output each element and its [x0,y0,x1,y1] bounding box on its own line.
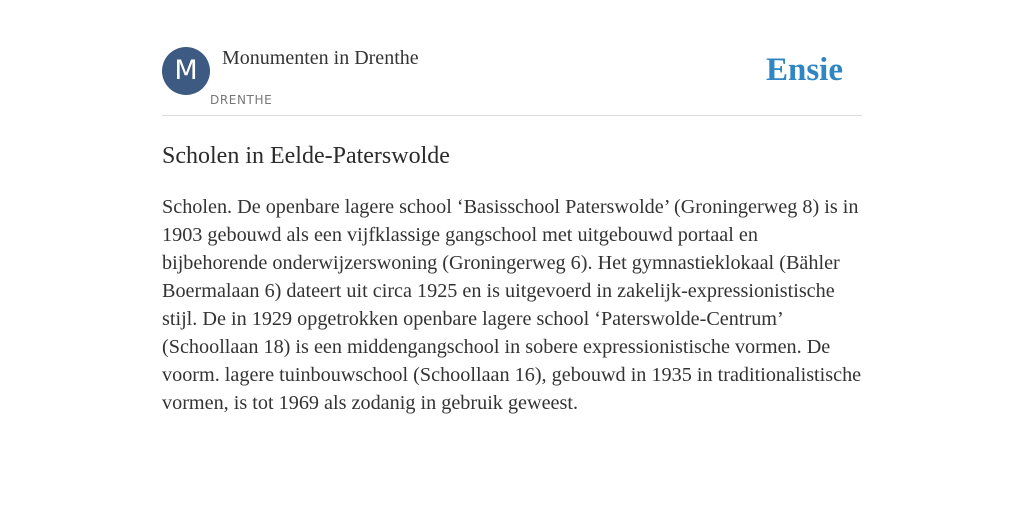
region-label: DRENTHE [210,93,273,107]
article-body: Scholen. De openbare lagere school ‘Basisschool Paterswolde’ (Groningerweg 8) is in 1903 gebouwd als een vijfklassige gangschool met uitgebouwd portaal en bijbehorende onderwijzerswoning (Groningerweg 6). Het gymnastieklokaal (Bähler Boermalaan 6) dateert uit circa 1925 en is uitgevoerd in zakelijk-expressionistische stijl. De in 1929 opgetrokken openbare lagere school ‘Paterswolde-Centrum’ (Schoollaan 18) is een middengangschool in sobere expressionistische vormen. De voorm. lagere tuinbouwschool (Schoollaan 16), gebouwd in 1935 in traditionalistische vormen, is tot 1969 als zodanig in gebruik geweest. [162,196,862,414]
brand-logo[interactable]: Ensie [765,52,843,88]
header [162,46,862,116]
collection-title[interactable]: Monumenten in Drenthe [222,47,419,69]
article-card [162,46,862,417]
article-title: Scholen in Eelde-Paterswolde [162,143,450,169]
avatar[interactable]: M [162,47,210,95]
